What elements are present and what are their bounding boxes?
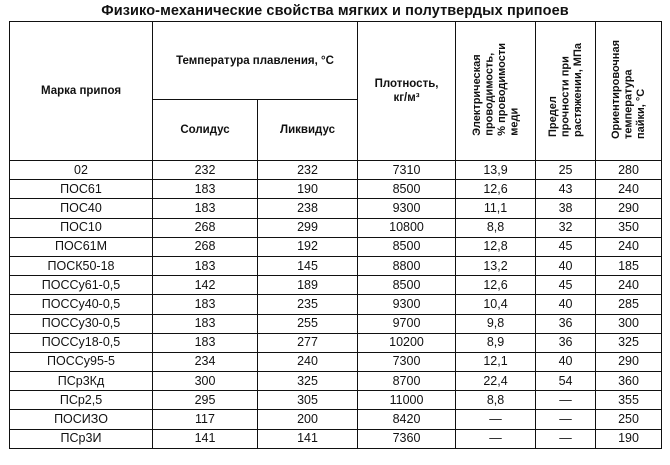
cell-conductivity: 8,8 [456,391,536,410]
cell-conductivity: 8,8 [456,218,536,237]
cell-grade: ПОС61 [10,180,153,199]
cell-tensile: 40 [536,256,596,275]
cell-density: 7310 [358,161,456,180]
cell-liquidus: 189 [258,276,358,295]
cell-grade: ПОС40 [10,199,153,218]
cell-liquidus: 235 [258,295,358,314]
cell-conductivity: 8,9 [456,333,536,352]
table-row [10,218,662,237]
cell-grade: 02 [10,161,153,180]
table-row [10,180,662,199]
cell-tensile: 36 [536,314,596,333]
cell-tensile: 32 [536,218,596,237]
table-row [10,391,662,410]
cell-tensile: 40 [536,295,596,314]
table-row [10,276,662,295]
header-liquidus: Ликвидус [258,100,358,161]
cell-density: 8800 [358,256,456,275]
cell-conductivity: 22,4 [456,372,536,391]
header-grade: Марка припоя [10,22,153,161]
cell-solidus: 183 [153,314,258,333]
cell-conductivity: 12,8 [456,237,536,256]
cell-density: 9700 [358,314,456,333]
cell-solder-temp: 280 [596,161,662,180]
cell-density: 8500 [358,237,456,256]
cell-density: 9300 [358,199,456,218]
table-row [10,410,662,429]
cell-solder-temp: 350 [596,218,662,237]
cell-grade: ПОСИЗО [10,410,153,429]
cell-solder-temp: 240 [596,276,662,295]
cell-grade: ПОССу40-0,5 [10,295,153,314]
cell-solder-temp: 290 [596,199,662,218]
table-row [10,161,662,180]
cell-grade: ПОСК50-18 [10,256,153,275]
cell-tensile: 36 [536,333,596,352]
solder-properties-table [9,21,662,449]
cell-grade: ПОССу95-5 [10,352,153,371]
cell-tensile: — [536,429,596,448]
cell-conductivity: 12,6 [456,180,536,199]
cell-conductivity: 9,8 [456,314,536,333]
header-solidus: Солидус [153,100,258,161]
cell-tensile: 38 [536,199,596,218]
cell-liquidus: 305 [258,391,358,410]
header-solder-temp: Ориентировочная температура пайки, °С [609,39,647,140]
cell-conductivity: 11,1 [456,199,536,218]
table-row [10,199,662,218]
cell-solidus: 232 [153,161,258,180]
cell-tensile: 45 [536,276,596,295]
cell-liquidus: 299 [258,218,358,237]
cell-grade: ПОССу61-0,5 [10,276,153,295]
cell-solidus: 234 [153,352,258,371]
cell-liquidus: 141 [258,429,358,448]
cell-conductivity: 12,6 [456,276,536,295]
cell-liquidus: 200 [258,410,358,429]
cell-solder-temp: 285 [596,295,662,314]
cell-tensile: — [536,410,596,429]
cell-liquidus: 190 [258,180,358,199]
cell-tensile: 40 [536,352,596,371]
table-row [10,314,662,333]
cell-solder-temp: 185 [596,256,662,275]
cell-tensile: 54 [536,372,596,391]
cell-density: 9300 [358,295,456,314]
cell-liquidus: 255 [258,314,358,333]
cell-liquidus: 325 [258,372,358,391]
header-density: Плотность, кг/м³ [358,22,456,161]
cell-solder-temp: 250 [596,410,662,429]
cell-density: 10200 [358,333,456,352]
cell-tensile: 25 [536,161,596,180]
cell-solidus: 268 [153,237,258,256]
cell-grade: ПОС61М [10,237,153,256]
cell-solidus: 183 [153,256,258,275]
cell-grade: ПОССу30-0,5 [10,314,153,333]
cell-solidus: 117 [153,410,258,429]
cell-grade: ПОС10 [10,218,153,237]
cell-tensile: 43 [536,180,596,199]
cell-solder-temp: 360 [596,372,662,391]
cell-solidus: 141 [153,429,258,448]
cell-solder-temp: 300 [596,314,662,333]
cell-grade: ПОССу18-0,5 [10,333,153,352]
table-row [10,333,662,352]
cell-density: 8500 [358,180,456,199]
cell-grade: ПСр3И [10,429,153,448]
table-row [10,352,662,371]
cell-solidus: 142 [153,276,258,295]
cell-liquidus: 238 [258,199,358,218]
cell-tensile: — [536,391,596,410]
header-solder-temp-cell [596,22,662,161]
cell-solder-temp: 325 [596,333,662,352]
table-row [10,256,662,275]
cell-solder-temp: 240 [596,237,662,256]
cell-density: 10800 [358,218,456,237]
cell-density: 8700 [358,372,456,391]
table-row [10,295,662,314]
cell-conductivity: — [456,410,536,429]
cell-solder-temp: 355 [596,391,662,410]
cell-tensile: 45 [536,237,596,256]
cell-conductivity: 12,1 [456,352,536,371]
table-row [10,372,662,391]
cell-grade: ПСр3Кд [10,372,153,391]
cell-density: 8420 [358,410,456,429]
cell-liquidus: 145 [258,256,358,275]
header-conductivity-cell [456,22,536,161]
cell-density: 11000 [358,391,456,410]
cell-density: 7360 [358,429,456,448]
cell-solidus: 183 [153,180,258,199]
cell-conductivity: 13,2 [456,256,536,275]
cell-conductivity: 10,4 [456,295,536,314]
cell-solidus: 183 [153,295,258,314]
cell-liquidus: 277 [258,333,358,352]
cell-conductivity: — [456,429,536,448]
cell-solidus: 295 [153,391,258,410]
cell-solidus: 268 [153,218,258,237]
cell-solder-temp: 240 [596,180,662,199]
cell-density: 8500 [358,276,456,295]
cell-liquidus: 240 [258,352,358,371]
cell-liquidus: 232 [258,161,358,180]
header-tensile: Предел прочности при растяжении, МПа [546,42,584,137]
cell-solder-temp: 290 [596,352,662,371]
cell-conductivity: 13,9 [456,161,536,180]
cell-density: 7300 [358,352,456,371]
cell-liquidus: 192 [258,237,358,256]
cell-solder-temp: 190 [596,429,662,448]
table-row [10,429,662,448]
table-title: Физико-механические свойства мягких и полутвердых припоев [101,3,569,19]
cell-solidus: 300 [153,372,258,391]
header-tensile-cell [536,22,596,161]
table-row [10,237,662,256]
cell-solidus: 183 [153,333,258,352]
cell-grade: ПСр2,5 [10,391,153,410]
header-melting-temp: Температура плавления, °С [153,22,358,100]
cell-solidus: 183 [153,199,258,218]
header-conductivity: Электрическая проводимость, % проводимости меди [470,43,521,136]
